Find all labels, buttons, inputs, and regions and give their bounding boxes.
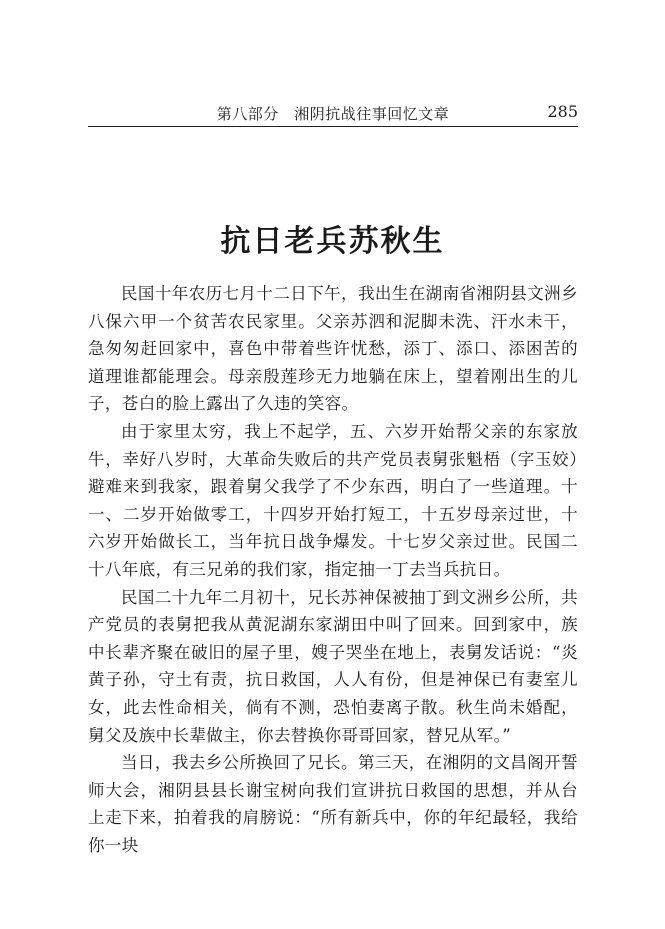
- running-header: [88, 100, 578, 127]
- paragraph-3: 民国二十九年二月初十，兄长苏神保被抽丁到文洲乡公所，共产党员的表舅把我从黄泥湖东家湖田中叫了回来。回到家中，族中长辈齐聚在破旧的屋子里，嫂子哭坐在地上，表舅发话说：“炎黄子孙，守土有责，抗日救国，人人有份，但是神保已有妻室儿女，此去性命相关，倘有不测，恐怕妻离子散。秋生尚未婚配，舅父及族中长辈做主，你去替换你哥哥回家，替兄从军。”: [88, 587, 578, 745]
- article-title: 抗日老兵苏秋生: [220, 224, 445, 260]
- paragraph-1: 民国十年农历七月十二日下午，我出生在湖南省湘阴县文洲乡八保六甲一个贫苦农民家里。父亲苏泗和泥脚未洗、汗水未干，急匆匆赶回家中，喜色中带着些许忧愁，添丁、添口、添困苦的道理谁都能理会。母亲殷莲珍无力地躺在床上，望着刚出生的儿子，苍白的脸上露出了久违的笑容。: [88, 284, 578, 414]
- section-title: 第八部分 湘阴抗战往事回忆文章: [216, 105, 450, 123]
- paragraph-4: 当日，我去乡公所换回了兄长。第三天，在湘阴的文昌阁开誓师大会，湘阴县县长谢宝树向我们宣讲抗日救国的思想，并从台上走下来，拍着我的肩膀说：“所有新兵中，你的年纪最轻，我给你一块: [88, 753, 578, 855]
- page-number: 285: [547, 102, 578, 121]
- article-body: [88, 280, 578, 859]
- paragraph-2: 由于家里太穷，我上不起学，五、六岁开始帮父亲的东家放牛，幸好八岁时，大革命失败后的共产党员表舅张魁梧（字玉姣）避难来到我家，跟着舅父我学了不少东西，明白了一些道理。十一、二岁开始做零工，十四岁开始打短工，十五岁母亲过世，十六岁开始做长工，当年抗日战争爆发。十七岁父亲过世。民国二十八年底，有三兄弟的我们家，指定抽一丁去当兵抗日。: [88, 421, 578, 579]
